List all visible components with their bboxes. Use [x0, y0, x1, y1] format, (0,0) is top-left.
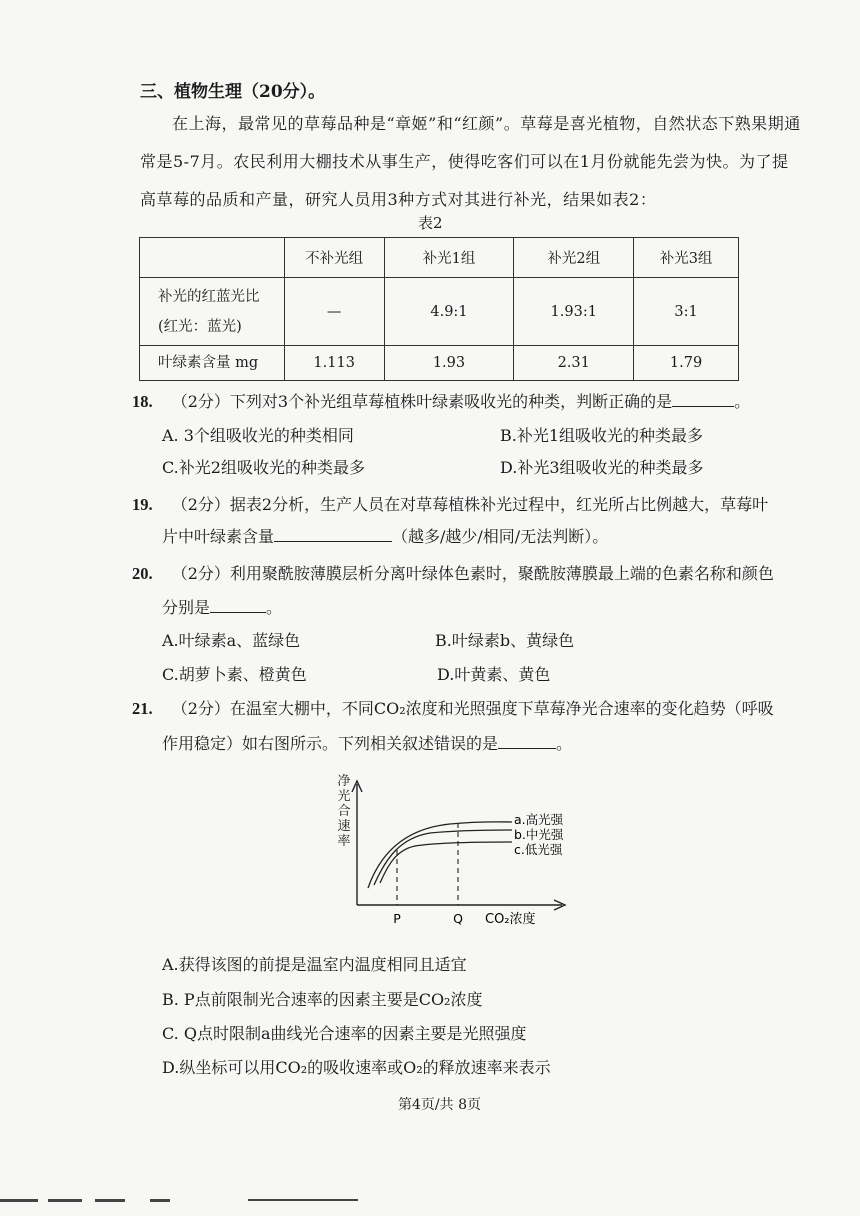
question-19-line-2 — [162, 524, 608, 547]
intro-line-1: 在上海，最常见的草莓品种是“章姬”和“红颜”。草莓是喜光植物，自然状态下熟果期通 — [172, 114, 801, 133]
page-number: 第4页/共 8页 — [398, 1097, 481, 1113]
option-a: A.获得该图的前提是温室内温度相同且适宜 — [162, 955, 467, 974]
question-20 — [132, 561, 774, 584]
option-c: C.胡萝卜素、橙黄色 — [162, 665, 307, 684]
table-cell: 2.31 — [514, 346, 634, 381]
question-text: （2分）下列对3个补光组草莓植株叶绿素吸收光的种类，判断正确的是 — [171, 392, 673, 411]
option-b: B.补光1组吸收光的种类最多 — [500, 426, 704, 445]
table-cell: — — [284, 278, 384, 346]
answer-blank[interactable] — [498, 734, 556, 749]
series-label-b: b.中光强 — [514, 827, 564, 842]
option-b: B. P点前限制光合速率的因素主要是CO₂浓度 — [162, 990, 483, 1009]
scan-mark — [48, 1199, 82, 1202]
option-d: D.补光3组吸收光的种类最多 — [500, 458, 704, 477]
question-text: 作用稳定）如右图所示。下列相关叙述错误的是 — [162, 734, 499, 753]
curve-c — [380, 842, 512, 883]
section-title: 三、植物生理（20分）。 — [140, 82, 326, 102]
table-cell: 1.93:1 — [514, 278, 634, 346]
data-table — [139, 237, 739, 381]
question-number: 21. — [132, 699, 153, 718]
row-label-line: (红光：蓝光) — [158, 318, 242, 335]
option-c: C.补光2组吸收光的种类最多 — [162, 458, 365, 477]
question-number: 20. — [132, 564, 153, 583]
question-number: 18. — [132, 392, 153, 411]
x-tick-p: P — [393, 911, 401, 926]
option-b: B.叶绿素b、黄绿色 — [435, 631, 575, 650]
scan-mark — [248, 1199, 358, 1201]
table-cell: 1.79 — [634, 346, 739, 381]
y-label-char: 净 — [337, 774, 351, 789]
question-21-line-2 — [162, 731, 572, 754]
row-label — [140, 278, 285, 346]
intro-line-2: 常是5-7月。农民利用大棚技术从事生产，使得吃客们可以在1月份就能先尝为快。为了提 — [140, 152, 789, 171]
table-header-cell: 补光2组 — [514, 238, 634, 278]
scan-mark — [0, 1199, 38, 1202]
photosynthesis-graph — [300, 768, 590, 938]
question-text-end: 。 — [556, 734, 573, 753]
question-number: 19. — [132, 495, 153, 514]
y-label-char: 率 — [337, 834, 351, 849]
table-row — [140, 278, 739, 346]
answer-blank[interactable] — [210, 598, 266, 613]
table-header-cell: 补光1组 — [384, 238, 514, 278]
option-a: A. 3个组吸收光的种类相同 — [162, 426, 354, 445]
option-c: C. Q点时限制a曲线光合速率的因素主要是光照强度 — [162, 1024, 527, 1043]
x-axis-label: CO₂浓度 — [485, 912, 536, 927]
table-header-cell: 不补光组 — [284, 238, 384, 278]
y-label-char: 合 — [337, 804, 351, 819]
question-text: 片中叶绿素含量 — [162, 527, 275, 546]
question-text-end: 。 — [266, 598, 283, 617]
question-text: （2分）利用聚酰胺薄膜层析分离叶绿体色素时，聚酰胺薄膜最上端的色素名称和颜色 — [171, 564, 774, 583]
table-cell: 1.113 — [284, 346, 384, 381]
option-d: D.叶黄素、黄色 — [437, 665, 551, 684]
series-label-a: a.高光强 — [514, 812, 564, 827]
row-label-line: 补光的红蓝光比 — [158, 288, 260, 305]
question-text: （2分）据表2分析，生产人员在对草莓植株补光过程中，红光所占比例越大，草莓叶 — [171, 495, 769, 514]
option-a: A.叶绿素a、蓝绿色 — [162, 631, 301, 650]
question-18 — [132, 389, 750, 412]
table-header-cell — [140, 238, 285, 278]
question-20-line-2 — [162, 595, 282, 618]
series-label-c: c.低光强 — [514, 842, 563, 857]
answer-blank[interactable] — [274, 527, 392, 542]
x-tick-q: Q — [453, 911, 463, 926]
row-label: 叶绿素含量 mg — [140, 346, 285, 381]
scan-mark — [95, 1199, 125, 1202]
scan-mark — [150, 1199, 170, 1202]
y-label-char: 光 — [337, 789, 351, 804]
table-cell: 4.9:1 — [384, 278, 514, 346]
table-cell: 1.93 — [384, 346, 514, 381]
option-d: D.纵坐标可以用CO₂的吸收速率或O₂的释放速率来表示 — [162, 1058, 551, 1077]
table-caption: 表2 — [418, 214, 443, 232]
question-21 — [132, 696, 774, 719]
table-row — [140, 346, 739, 381]
question-text: （2分）在温室大棚中，不同CO₂浓度和光照强度下草莓净光合速率的变化趋势（呼吸 — [171, 699, 774, 718]
table-cell: 3:1 — [634, 278, 739, 346]
question-text-end: 。 — [734, 392, 751, 411]
table-header-cell: 补光3组 — [634, 238, 739, 278]
y-label-char: 速 — [337, 819, 351, 834]
answer-blank[interactable] — [672, 392, 734, 407]
intro-line-3: 高草莓的品质和产量，研究人员用3种方式对其进行补光，结果如表2： — [140, 190, 657, 209]
question-19 — [132, 492, 768, 515]
y-axis-label — [337, 774, 350, 849]
question-text-end: （越多/越少/相同/无法判断）。 — [392, 527, 609, 546]
table-header-row — [140, 238, 739, 278]
question-text: 分别是 — [162, 598, 211, 617]
